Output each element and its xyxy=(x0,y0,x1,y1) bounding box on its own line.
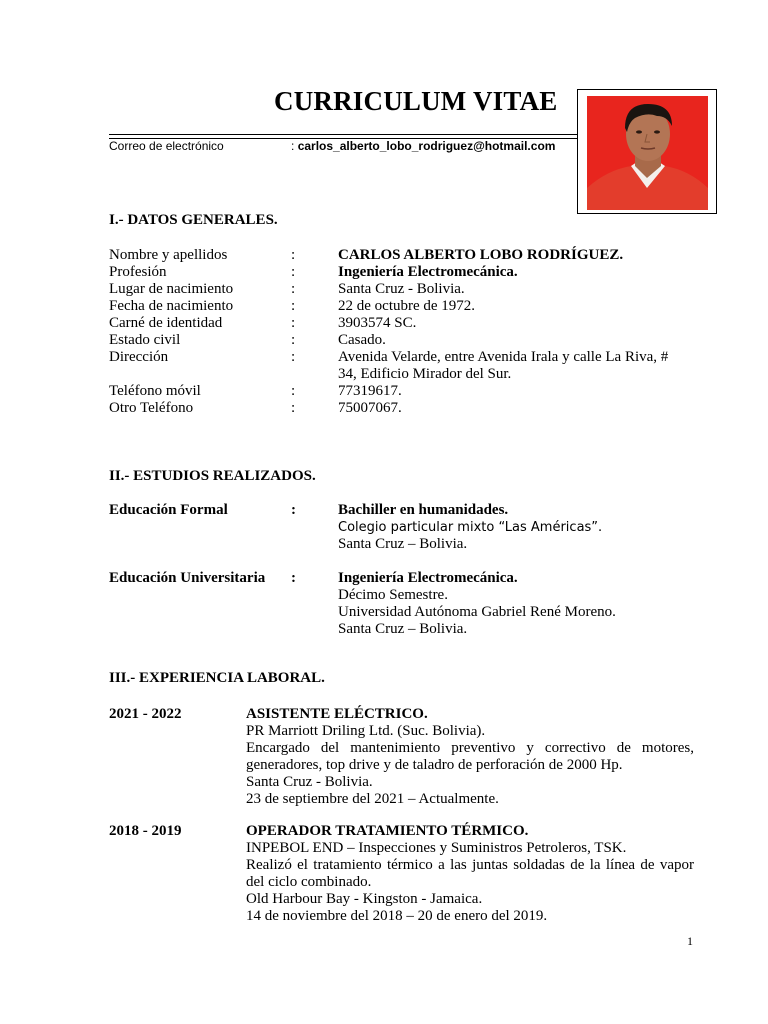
datos-label: Estado civil xyxy=(109,332,181,348)
portrait-image xyxy=(587,96,708,210)
datos-value-movil: 77319617. xyxy=(338,383,402,399)
datos-colon: : xyxy=(291,315,296,331)
education-colon: : xyxy=(291,502,296,518)
education-formal-school: Colegio particular mixto “Las Américas”. xyxy=(338,520,603,535)
datos-value-fecha: 22 de octubre de 1972. xyxy=(338,298,476,314)
datos-label: Teléfono móvil xyxy=(109,383,201,399)
job-company: PR Marriott Driling Ltd. (Suc. Bolivia). xyxy=(246,723,486,739)
profile-photo xyxy=(587,96,708,210)
job-years: 2018 - 2019 xyxy=(109,823,182,839)
email-line xyxy=(291,139,555,153)
job-title: OPERADOR TRATAMIENTO TÉRMICO. xyxy=(246,823,529,839)
education-university-label: Educación Universitaria xyxy=(109,570,266,586)
job-title: ASISTENTE ELÉCTRICO. xyxy=(246,706,428,722)
job-description: Realizó el tratamiento térmico a las juntas soldadas de la línea de vapor del ciclo combinado. xyxy=(246,857,694,890)
datos-label: Fecha de nacimiento xyxy=(109,298,234,314)
datos-colon: : xyxy=(291,349,296,365)
education-university-city: Santa Cruz – Bolivia. xyxy=(338,621,468,637)
datos-value-estado: Casado. xyxy=(338,332,386,348)
datos-colon: : xyxy=(291,298,296,314)
job-dates: 23 de septiembre del 2021 – Actualmente. xyxy=(246,791,499,807)
datos-colon: : xyxy=(291,281,296,297)
job-dates: 14 de noviembre del 2018 – 20 de enero del 2019. xyxy=(246,908,548,924)
job-entry xyxy=(246,823,694,925)
education-formal-label: Educación Formal xyxy=(109,502,228,518)
job-location: Old Harbour Bay - Kingston - Jamaica. xyxy=(246,891,483,907)
section-heading-experiencia: III.- EXPERIENCIA LABORAL. xyxy=(109,670,325,686)
datos-value-direccion-line2: 34, Edificio Mirador del Sur. xyxy=(338,366,512,382)
section-heading-estudios: II.- ESTUDIOS REALIZADOS. xyxy=(109,468,316,484)
datos-colon: : xyxy=(291,247,296,263)
education-university-name: Universidad Autónoma Gabriel René Moreno. xyxy=(338,604,616,620)
page-number: 1 xyxy=(687,934,693,948)
datos-value-lugar: Santa Cruz - Bolivia. xyxy=(338,281,465,297)
job-description: Encargado del mantenimiento preventivo y correctivo de motores, generadores, top drive y de taladro de perforación de 2000 Hp. xyxy=(246,740,694,773)
datos-label: Carné de identidad xyxy=(109,315,223,331)
datos-value-profesion: Ingeniería Electromecánica. xyxy=(338,264,518,280)
datos-label: Lugar de nacimiento xyxy=(109,281,234,297)
email-colon: : xyxy=(291,139,295,153)
education-university-degree: Ingeniería Electromecánica. xyxy=(338,570,518,586)
section-heading-datos-generales: I.- DATOS GENERALES. xyxy=(109,212,278,228)
datos-value-direccion: Avenida Velarde, entre Avenida Irala y calle La Riva, # xyxy=(338,349,669,365)
document-title: CURRICULUM VITAE xyxy=(274,86,558,116)
job-company: INPEBOL END – Inspecciones y Suministros Petroleros, TSK. xyxy=(246,840,627,856)
email-value: carlos_alberto_lobo_rodriguez@hotmail.com xyxy=(297,139,556,153)
datos-colon: : xyxy=(291,264,296,280)
datos-label: Profesión xyxy=(109,264,167,280)
datos-colon: : xyxy=(291,400,296,416)
datos-label: Otro Teléfono xyxy=(109,400,194,416)
education-university-semester: Décimo Semestre. xyxy=(338,587,448,603)
datos-colon: : xyxy=(291,332,296,348)
datos-label: Nombre y apellidos xyxy=(109,247,228,263)
profile-photo-frame xyxy=(577,89,717,214)
datos-colon: : xyxy=(291,383,296,399)
job-years: 2021 - 2022 xyxy=(109,706,182,722)
datos-label: Dirección xyxy=(109,349,169,365)
datos-value-nombre: CARLOS ALBERTO LOBO RODRÍGUEZ. xyxy=(338,247,624,263)
job-location: Santa Cruz - Bolivia. xyxy=(246,774,373,790)
header-rule-top xyxy=(109,134,578,135)
job-entry xyxy=(246,706,694,808)
education-formal-city: Santa Cruz – Bolivia. xyxy=(338,536,468,552)
education-colon: : xyxy=(291,570,296,586)
email-label: Correo de electrónico xyxy=(109,139,224,153)
datos-value-carne: 3903574 SC. xyxy=(338,315,417,331)
education-formal-degree: Bachiller en humanidades. xyxy=(338,502,509,518)
datos-value-otro-telefono: 75007067. xyxy=(338,400,402,416)
